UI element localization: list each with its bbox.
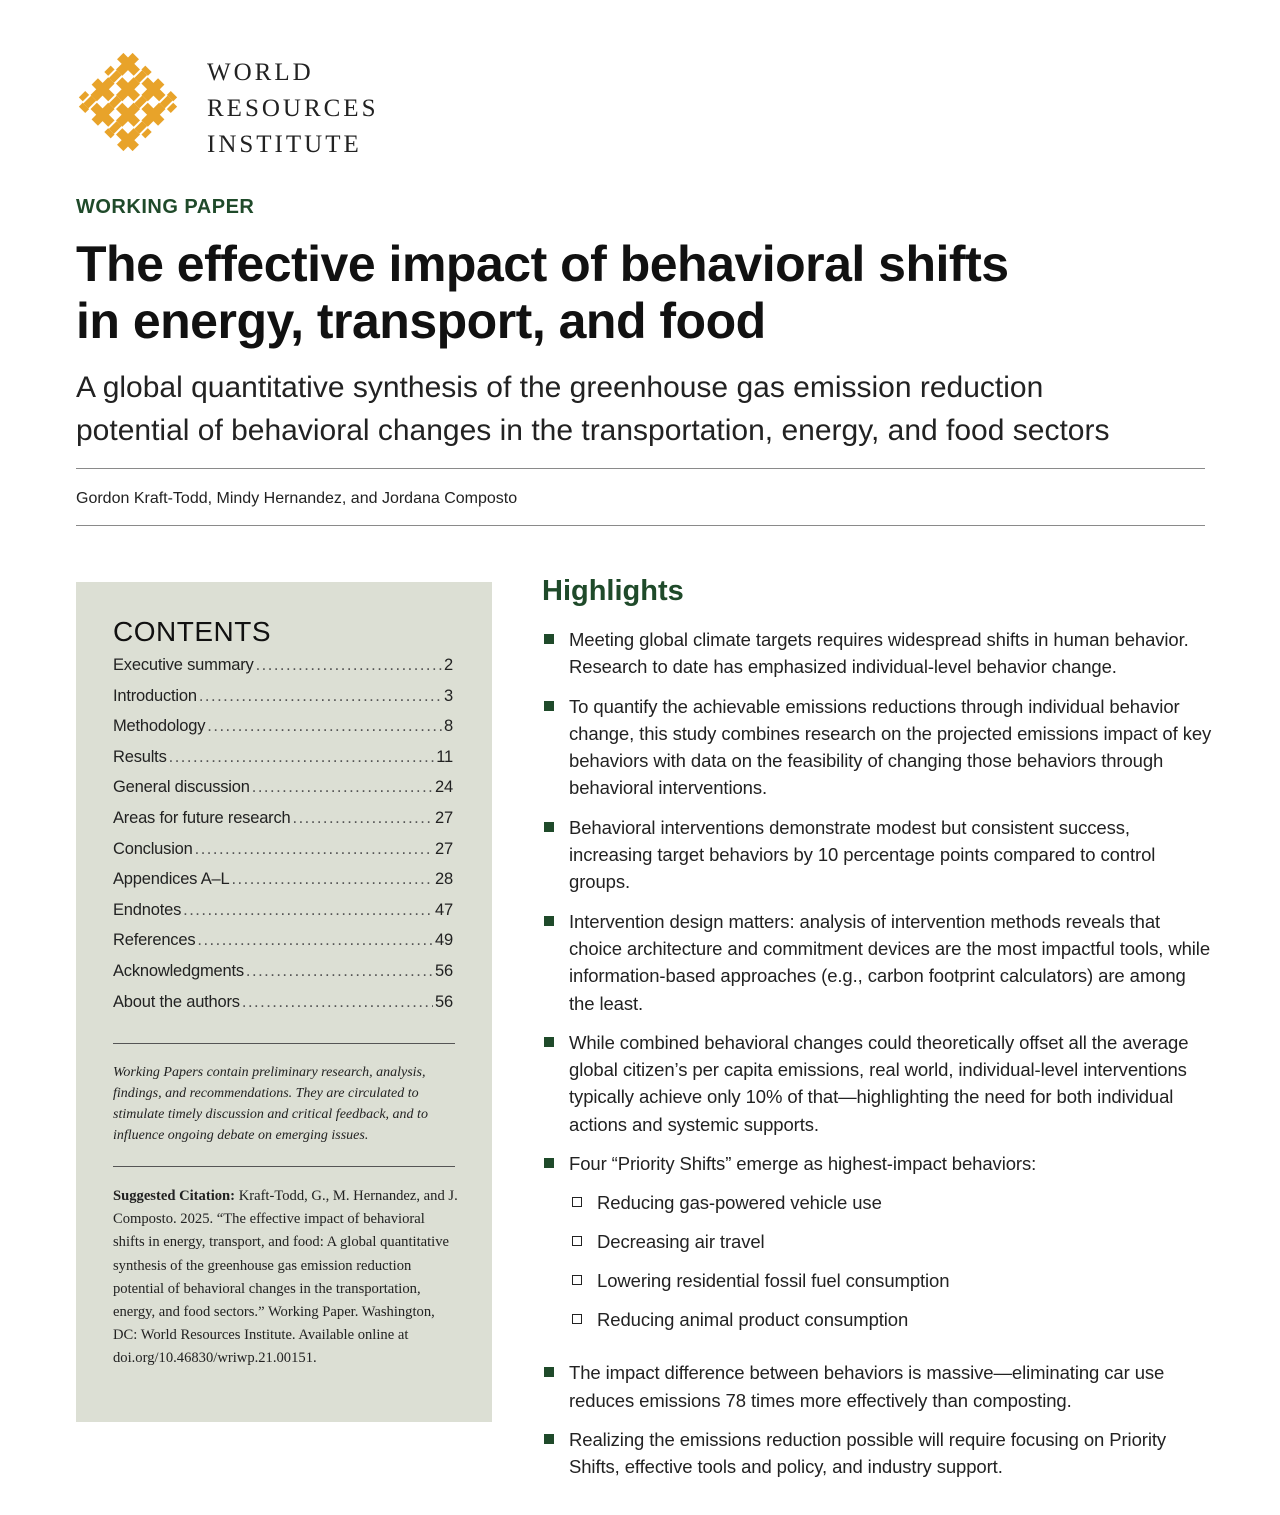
contents-heading: CONTENTS xyxy=(113,616,271,647)
highlight-item xyxy=(542,1029,1212,1138)
square-bullet-icon xyxy=(544,1158,554,1168)
priority-shift-text: Decreasing air travel xyxy=(597,1231,765,1253)
table-of-contents xyxy=(113,656,453,1023)
highlight-text: Realizing the emissions reduction possible will require focusing on Priority Shifts, effective tools and policy, and industry support. xyxy=(569,1428,1167,1478)
toc-entry-page: 11 xyxy=(436,747,453,766)
toc-entry-label: Methodology xyxy=(113,717,206,736)
toc-entry[interactable] xyxy=(113,870,453,901)
toc-entry-page: 8 xyxy=(444,717,453,736)
hollow-square-bullet-icon xyxy=(572,1314,582,1324)
org-name-line: INSTITUTE xyxy=(207,131,362,158)
priority-shift-text: Reducing gas-powered vehicle use xyxy=(597,1192,882,1214)
toc-entry[interactable] xyxy=(113,687,453,718)
paper-title xyxy=(76,236,1206,350)
toc-entry-page: 56 xyxy=(435,992,453,1011)
hollow-square-bullet-icon xyxy=(572,1275,582,1285)
priority-shifts-list xyxy=(569,1189,1212,1345)
toc-entry[interactable] xyxy=(113,993,453,1024)
priority-shift-item xyxy=(569,1306,1212,1345)
hollow-square-bullet-icon xyxy=(572,1236,582,1246)
toc-leader-dots xyxy=(246,962,433,981)
toc-leader-dots xyxy=(242,993,433,1012)
toc-entry-page: 27 xyxy=(435,808,453,827)
divider xyxy=(76,468,1205,469)
toc-entry-label: Areas for future research xyxy=(113,808,291,827)
toc-entry-page: 49 xyxy=(435,931,453,950)
toc-entry-label: Conclusion xyxy=(113,839,193,858)
highlight-text: Intervention design matters: analysis of intervention methods reveals that choice architecture and commitment devices are the most impactful tools, while information-based approaches (e.g., carbon footprint calculators) are among the least. xyxy=(569,910,1211,1014)
divider xyxy=(76,525,1205,526)
title-line: The effective impact of behavioral shifts xyxy=(76,236,1009,292)
toc-leader-dots xyxy=(183,901,433,920)
square-bullet-icon xyxy=(544,1367,554,1377)
toc-leader-dots xyxy=(231,870,433,889)
toc-entry[interactable] xyxy=(113,717,453,748)
document-type-label: WORKING PAPER xyxy=(76,196,255,218)
square-bullet-icon xyxy=(544,1037,554,1047)
highlight-item xyxy=(542,1359,1212,1414)
highlight-text: Behavioral interventions demonstrate modest but consistent success, increasing target behaviors by 10 percentage points compared to control groups. xyxy=(569,816,1156,893)
highlight-item xyxy=(542,1150,1212,1345)
subtitle-line: A global quantitative synthesis of the greenhouse gas emission reduction xyxy=(76,371,1044,404)
toc-entry-page: 3 xyxy=(444,686,453,705)
highlight-text: The impact difference between behaviors is massive—eliminating car use reduces emissions 78 times more effectively than composting. xyxy=(569,1362,1165,1411)
highlight-item xyxy=(542,693,1212,802)
citation-label: Suggested Citation: xyxy=(113,1188,236,1204)
divider xyxy=(113,1043,455,1044)
toc-entry[interactable] xyxy=(113,840,453,871)
toc-entry-page: 27 xyxy=(435,839,453,858)
toc-entry-page: 56 xyxy=(435,961,453,980)
toc-leader-dots xyxy=(252,778,433,797)
square-bullet-icon xyxy=(544,634,554,644)
square-bullet-icon xyxy=(544,822,554,832)
square-bullet-icon xyxy=(544,1434,554,1444)
highlight-text: To quantify the achievable emissions reductions through individual behavior change, this study combines research on the projected emissions impact of key behaviors with data on the feasibility of changing those behaviors through behavioral interventions. xyxy=(569,695,1212,799)
priority-shift-item xyxy=(569,1189,1212,1228)
priority-shift-item xyxy=(569,1228,1212,1267)
toc-entry-label: Appendices A–L xyxy=(113,870,230,889)
highlight-item xyxy=(542,814,1212,896)
toc-entry[interactable] xyxy=(113,748,453,779)
subtitle-line: potential of behavioral changes in the transportation, energy, and food sectors xyxy=(76,414,1110,447)
highlight-text: Meeting global climate targets requires widespread shifts in human behavior. Research to date has emphasized individual-level behavior change. xyxy=(569,629,1189,678)
title-line: in energy, transport, and food xyxy=(76,293,766,349)
toc-entry-page: 24 xyxy=(435,778,453,797)
toc-entry[interactable] xyxy=(113,901,453,932)
toc-leader-dots xyxy=(199,687,442,706)
toc-entry-label: Results xyxy=(113,747,167,766)
highlight-item xyxy=(542,626,1212,681)
toc-entry-label: Acknowledgments xyxy=(113,961,244,980)
organization-name xyxy=(207,55,378,163)
toc-entry[interactable] xyxy=(113,778,453,809)
toc-entry-label: Executive summary xyxy=(113,656,254,674)
suggested-citation xyxy=(113,1185,458,1371)
toc-leader-dots xyxy=(197,931,433,950)
author-list: Gordon Kraft-Todd, Mindy Hernandez, and Jordana Composto xyxy=(76,490,518,507)
toc-entry-label: References xyxy=(113,931,196,950)
toc-entry[interactable] xyxy=(113,656,453,687)
priority-shift-item xyxy=(569,1267,1212,1306)
toc-entry[interactable] xyxy=(113,809,453,840)
toc-leader-dots xyxy=(256,656,442,675)
divider xyxy=(113,1166,455,1167)
working-paper-disclaimer: Working Papers contain preliminary research, analysis, findings, and recommendations. They are circulated to stimulate timely discussion and critical feedback, and to influence ongoing debate on emerging issues. xyxy=(113,1065,428,1143)
highlights-heading: Highlights xyxy=(542,575,684,607)
toc-entry-label: About the authors xyxy=(113,992,240,1011)
highlight-item xyxy=(542,1426,1212,1481)
toc-entry[interactable] xyxy=(113,931,453,962)
highlight-text: While combined behavioral changes could theoretically offset all the average global citizen’s per capita emissions, real world, individual-level interventions typically achieve only 10% of that—highlighting the need for both individual actions and systemic supports. xyxy=(569,1031,1189,1135)
toc-leader-dots xyxy=(169,748,435,767)
toc-entry-page: 47 xyxy=(435,900,453,919)
toc-entry-page: 2 xyxy=(444,656,453,674)
contents-panel xyxy=(76,582,492,1422)
toc-entry-page: 28 xyxy=(435,870,453,889)
priority-shift-text: Reducing animal product consumption xyxy=(597,1309,909,1331)
toc-entry-label: Endnotes xyxy=(113,900,182,919)
paper-subtitle xyxy=(76,366,1216,452)
org-name-line: WORLD xyxy=(207,59,314,86)
wri-logo xyxy=(76,50,180,154)
toc-leader-dots xyxy=(293,809,434,828)
square-bullet-icon xyxy=(544,916,554,926)
citation-text: Kraft-Todd, G., M. Hernandez, and J. Composto. 2025. “The effective impact of behavioral shifts in energy, transport, and food: A global quantitative synthesis of the greenhouse gas emission reduction potential of behavioral changes in the transportation, energy, and food sectors.” Working Paper. Washington, DC: World Resources Institute. Available online at doi.org/10.46830/wriwp.21.00151. xyxy=(113,1188,458,1367)
priority-shift-text: Lowering residential fossil fuel consumption xyxy=(597,1270,950,1292)
toc-entry[interactable] xyxy=(113,962,453,993)
toc-entry-label: General discussion xyxy=(113,778,250,797)
square-bullet-icon xyxy=(544,701,554,711)
toc-leader-dots xyxy=(207,717,442,736)
org-name-line: RESOURCES xyxy=(207,95,379,122)
highlight-item xyxy=(542,908,1212,1017)
hollow-square-bullet-icon xyxy=(572,1197,582,1207)
highlights-list xyxy=(542,626,1212,1493)
toc-leader-dots xyxy=(195,840,433,859)
toc-entry-label: Introduction xyxy=(113,686,197,705)
highlight-text: Four “Priority Shifts” emerge as highest-impact behaviors: xyxy=(569,1153,1037,1175)
